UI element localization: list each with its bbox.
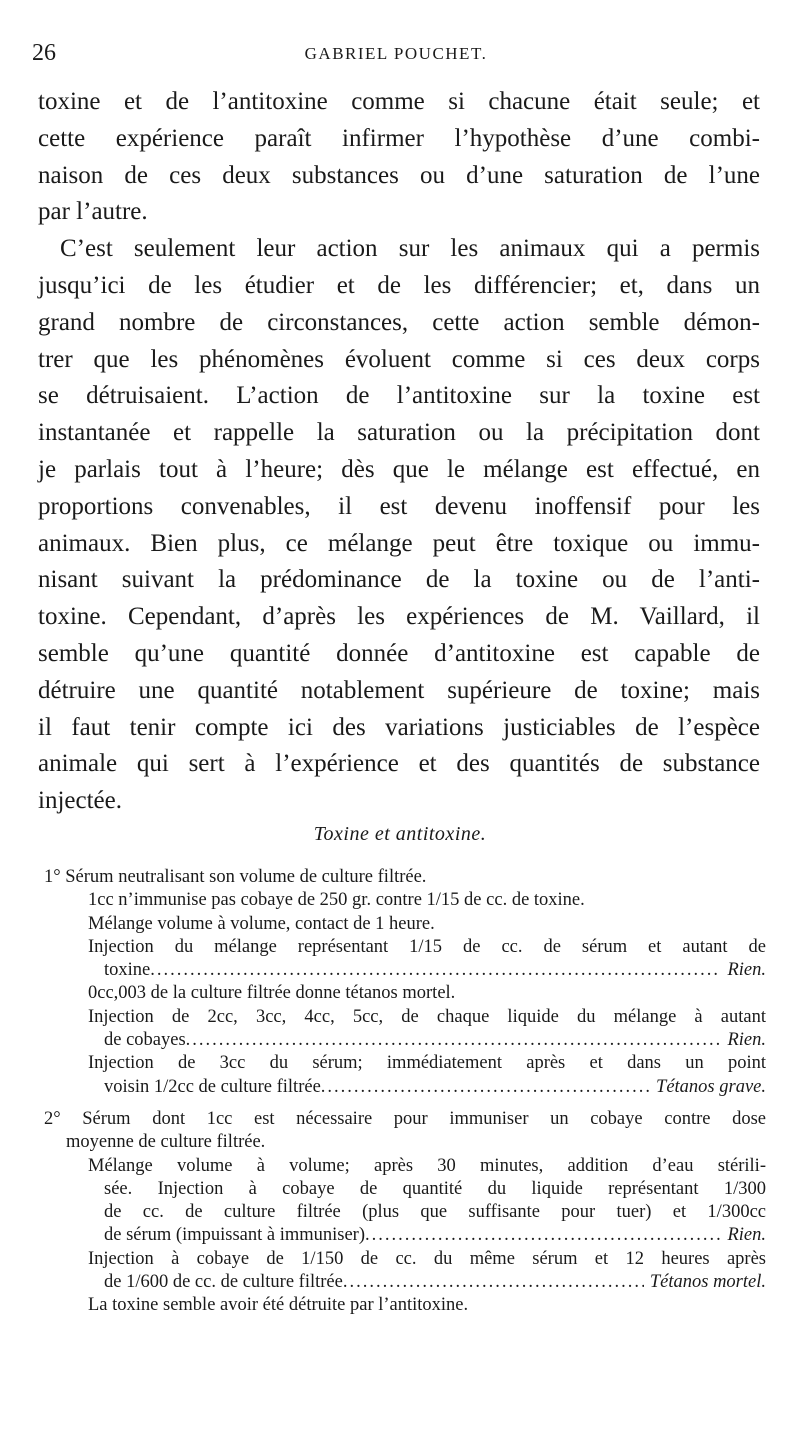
- text-line: toxine et de l’antitoxine comme si chacune était seule; et: [38, 88, 760, 115]
- dot-leader: [186, 1029, 722, 1052]
- text-line: animaux. Bien plus, ce mélange peut être toxique ou immu-: [38, 529, 760, 557]
- experiment-line: Injection à cobaye de 1/150 de cc. du même sérum et 12 heures après: [88, 1248, 766, 1269]
- text-line: détruire une quantité notablement supérieure de toxine; mais: [38, 676, 760, 704]
- text-line: C’est seulement leur action sur les animaux qui a permis: [60, 235, 760, 263]
- section-title: Toxine et antitoxine.: [313, 823, 487, 845]
- text-line: jusqu’ici de les étudier et de les différencier; et, dans un: [38, 271, 760, 299]
- experiment-line: 1cc n’immunise pas cobaye de 250 gr. contre 1/15 de cc. de toxine.: [88, 890, 585, 911]
- text-line: naison de ces deux substances ou d’une saturation de l’une: [38, 161, 760, 189]
- experiment-notes: [44, 866, 766, 1318]
- dot-leader: [343, 1271, 644, 1294]
- experiment-conclusion: La toxine semble avoir été détruite par l’antitoxine.: [88, 1295, 469, 1316]
- text-line: se détruisaient. L’action de l’antitoxine sur la toxine est: [38, 382, 760, 410]
- experiment-result: Tétanos grave.: [656, 1076, 766, 1097]
- body-text: [38, 84, 760, 820]
- experiment-line-text: de cobayes: [104, 1030, 186, 1051]
- text-line: animale qui sert à l’expérience et des quantités de substance: [38, 750, 760, 778]
- text-line: il faut tenir compte ici des variations justiciables de l’espèce: [38, 713, 760, 741]
- text-line: par l’autre.: [38, 198, 148, 226]
- experiment-2-heading-cont: moyenne de culture filtrée.: [66, 1132, 266, 1153]
- text-line: proportions convenables, il est devenu inoffensif pour les: [38, 492, 760, 520]
- text-line: semble qu’une quantité donnée d’antitoxine est capable de: [38, 639, 760, 667]
- experiment-line: Injection de 2cc, 3cc, 4cc, 5cc, de chaque liquide du mélange à autant: [88, 1006, 766, 1027]
- experiment-line: Injection de 3cc du sérum; immédiatement après et dans un point: [88, 1053, 766, 1074]
- running-head: GABRIEL POUCHET.: [304, 44, 488, 63]
- text-line: injectée.: [38, 787, 122, 815]
- experiment-line: Mélange volume à volume; après 30 minutes, addition d’eau stérili-: [88, 1155, 766, 1176]
- experiment-result: Rien.: [727, 1030, 766, 1051]
- dot-leader: [321, 1076, 650, 1099]
- text-line: grand nombre de circonstances, cette action semble démon-: [38, 308, 760, 336]
- text-line: je parlais tout à l’heure; dès que le mélange est effectué, en: [38, 455, 760, 483]
- experiment-line-text: de 1/600 de cc. de culture filtrée: [104, 1272, 343, 1293]
- experiment-line: 0cc,003 de la culture filtrée donne tétanos mortel.: [88, 983, 456, 1004]
- experiment-result: Rien.: [727, 1225, 766, 1246]
- experiment-result: Rien.: [727, 960, 766, 981]
- experiment-result-line: [44, 1076, 766, 1099]
- experiment-result: Tétanos mortel.: [649, 1272, 766, 1293]
- text-line: trer que les phénomènes évoluent comme si ces deux corps: [38, 345, 760, 373]
- experiment-result-line: [44, 959, 766, 982]
- page-header: [32, 40, 760, 76]
- experiment-result-line: [44, 1029, 766, 1052]
- experiment-line: Injection du mélange représentant 1/15 de cc. de sérum et autant de: [88, 936, 766, 957]
- experiment-result-line: [44, 1224, 766, 1247]
- experiment-line-text: de sérum (impuissant à immuniser): [104, 1225, 366, 1246]
- dot-leader: [365, 1224, 721, 1247]
- text-line: toxine. Cependant, d’après les expériences de M. Vaillard, il: [38, 603, 760, 631]
- page-number: 26: [32, 40, 56, 66]
- text-line: instantanée et rappelle la saturation ou la précipitation dont: [38, 419, 760, 447]
- experiment-line: de cc. de culture filtrée (plus que suffisante pour tuer) et 1/300cc: [104, 1202, 766, 1223]
- experiment-line-text: voisin 1/2cc de culture filtrée: [104, 1076, 321, 1097]
- experiment-line: Mélange volume à volume, contact de 1 heure.: [88, 913, 435, 934]
- experiment-2-heading: 2° Sérum dont 1cc est nécessaire pour immuniser un cobaye contre dose: [44, 1108, 766, 1129]
- experiment-1-heading: 1° Sérum neutralisant son volume de culture filtrée.: [44, 867, 427, 887]
- experiment-line: sée. Injection à cobaye de quantité du liquide représentant 1/300: [104, 1178, 766, 1199]
- experiment-line-text: toxine: [104, 960, 151, 981]
- dot-leader: [150, 959, 721, 982]
- text-line: cette expérience paraît infirmer l’hypothèse d’une combi-: [38, 124, 760, 152]
- text-line: nisant suivant la prédominance de la toxine ou de l’anti-: [38, 566, 760, 594]
- experiment-result-line: [44, 1271, 766, 1294]
